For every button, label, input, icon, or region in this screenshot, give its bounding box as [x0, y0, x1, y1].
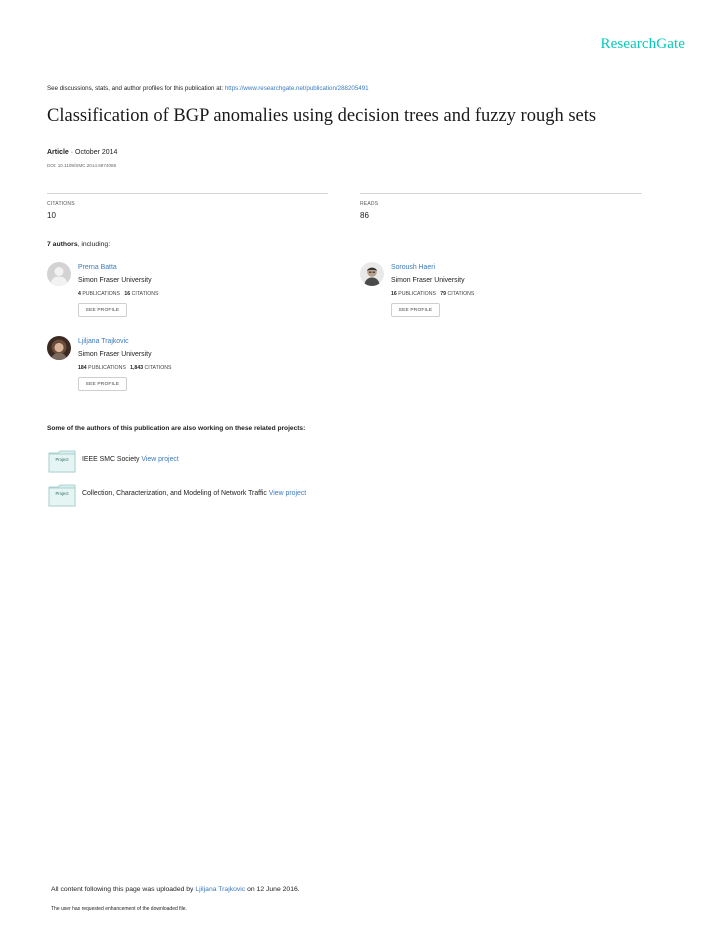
author-name-link[interactable]: Soroush Haeri [391, 264, 436, 271]
uploaded-prefix: All content following this page was uploaded by [51, 886, 194, 893]
citations-label: CITATIONS [144, 365, 172, 371]
reads-label: READS [360, 201, 379, 207]
publications-label: PUBLICATIONS [398, 291, 436, 297]
publication-url-link[interactable]: https://www.researchgate.net/publication/288205491 [224, 85, 369, 92]
author-institution: Simon Fraser University [78, 277, 152, 284]
project-folder-icon [48, 449, 76, 473]
author-stats [391, 291, 474, 297]
project-icon-label: Project [55, 457, 69, 462]
citations-label: CITATIONS [47, 201, 75, 207]
avatar-photo-icon[interactable] [47, 336, 71, 360]
citations-value: 10 [47, 211, 56, 220]
divider-citations [47, 193, 328, 194]
citations-count: 79 [440, 291, 447, 297]
citations-label: CITATIONS [131, 291, 159, 297]
project-text [82, 490, 306, 497]
citations-label: CITATIONS [447, 291, 475, 297]
project-folder-icon [48, 483, 76, 507]
project-name: Collection, Characterization, and Modeling of Network Traffic [82, 490, 267, 497]
publications-count: 4 [78, 291, 81, 297]
authors-count: 7 authors [47, 241, 78, 248]
author-stats [78, 365, 171, 371]
author-name-link[interactable]: Prerna Batta [78, 264, 117, 271]
discussions-text: See discussions, stats, and author profiles for this publication at: [47, 85, 224, 92]
doi: DOI: 10.1109/SMC.2014.6974086 [47, 163, 117, 168]
publication-date: · October 2014 [70, 149, 118, 156]
reads-value: 86 [360, 211, 369, 220]
download-note: The user has requested enhancement of the downloaded file. [51, 906, 187, 912]
author-card-ljiljana-trajkovic [47, 336, 327, 406]
avatar-placeholder-icon[interactable] [47, 262, 71, 286]
see-profile-button[interactable]: SEE PROFILE [391, 303, 440, 317]
authors-suffix: , including: [77, 241, 111, 248]
article-type-line [47, 149, 117, 156]
related-projects-heading: Some of the authors of this publication are also working on these related projects: [47, 425, 306, 432]
publications-label: PUBLICATIONS [82, 291, 121, 297]
project-text [82, 456, 179, 463]
project-item [48, 449, 448, 473]
avatar-photo-icon[interactable] [360, 262, 384, 286]
see-profile-button[interactable]: SEE PROFILE [78, 377, 127, 391]
article-type: Article [47, 149, 69, 156]
researchgate-logo[interactable]: ResearchGate [600, 36, 685, 52]
citations-count: 16 [124, 291, 131, 297]
author-name-link[interactable]: Ljiljana Trajkovic [78, 338, 129, 345]
author-institution: Simon Fraser University [391, 277, 465, 284]
publications-count: 184 [78, 365, 87, 371]
author-card-prerna-batta [47, 262, 327, 332]
discussions-line [47, 85, 369, 92]
uploaded-suffix: on 12 June 2016. [247, 886, 300, 893]
uploaded-line [51, 886, 300, 893]
publications-label: PUBLICATIONS [88, 365, 126, 371]
citations-count: 1,843 [130, 365, 144, 371]
project-name: IEEE SMC Society [82, 456, 140, 463]
author-card-soroush-haeri [360, 262, 640, 332]
author-institution: Simon Fraser University [78, 351, 152, 358]
publications-count: 16 [391, 291, 397, 297]
uploader-link[interactable]: Ljiljana Trajkovic [195, 886, 246, 893]
publication-title: Classification of BGP anomalies using decision trees and fuzzy rough sets [47, 106, 597, 126]
authors-heading [47, 241, 110, 248]
view-project-link[interactable]: View project [268, 490, 307, 497]
author-stats [78, 291, 158, 297]
see-profile-button[interactable]: SEE PROFILE [78, 303, 127, 317]
view-project-link[interactable]: View project [141, 456, 179, 463]
project-item [48, 483, 448, 507]
project-icon-label: Project [55, 491, 69, 496]
divider-reads [360, 193, 642, 194]
